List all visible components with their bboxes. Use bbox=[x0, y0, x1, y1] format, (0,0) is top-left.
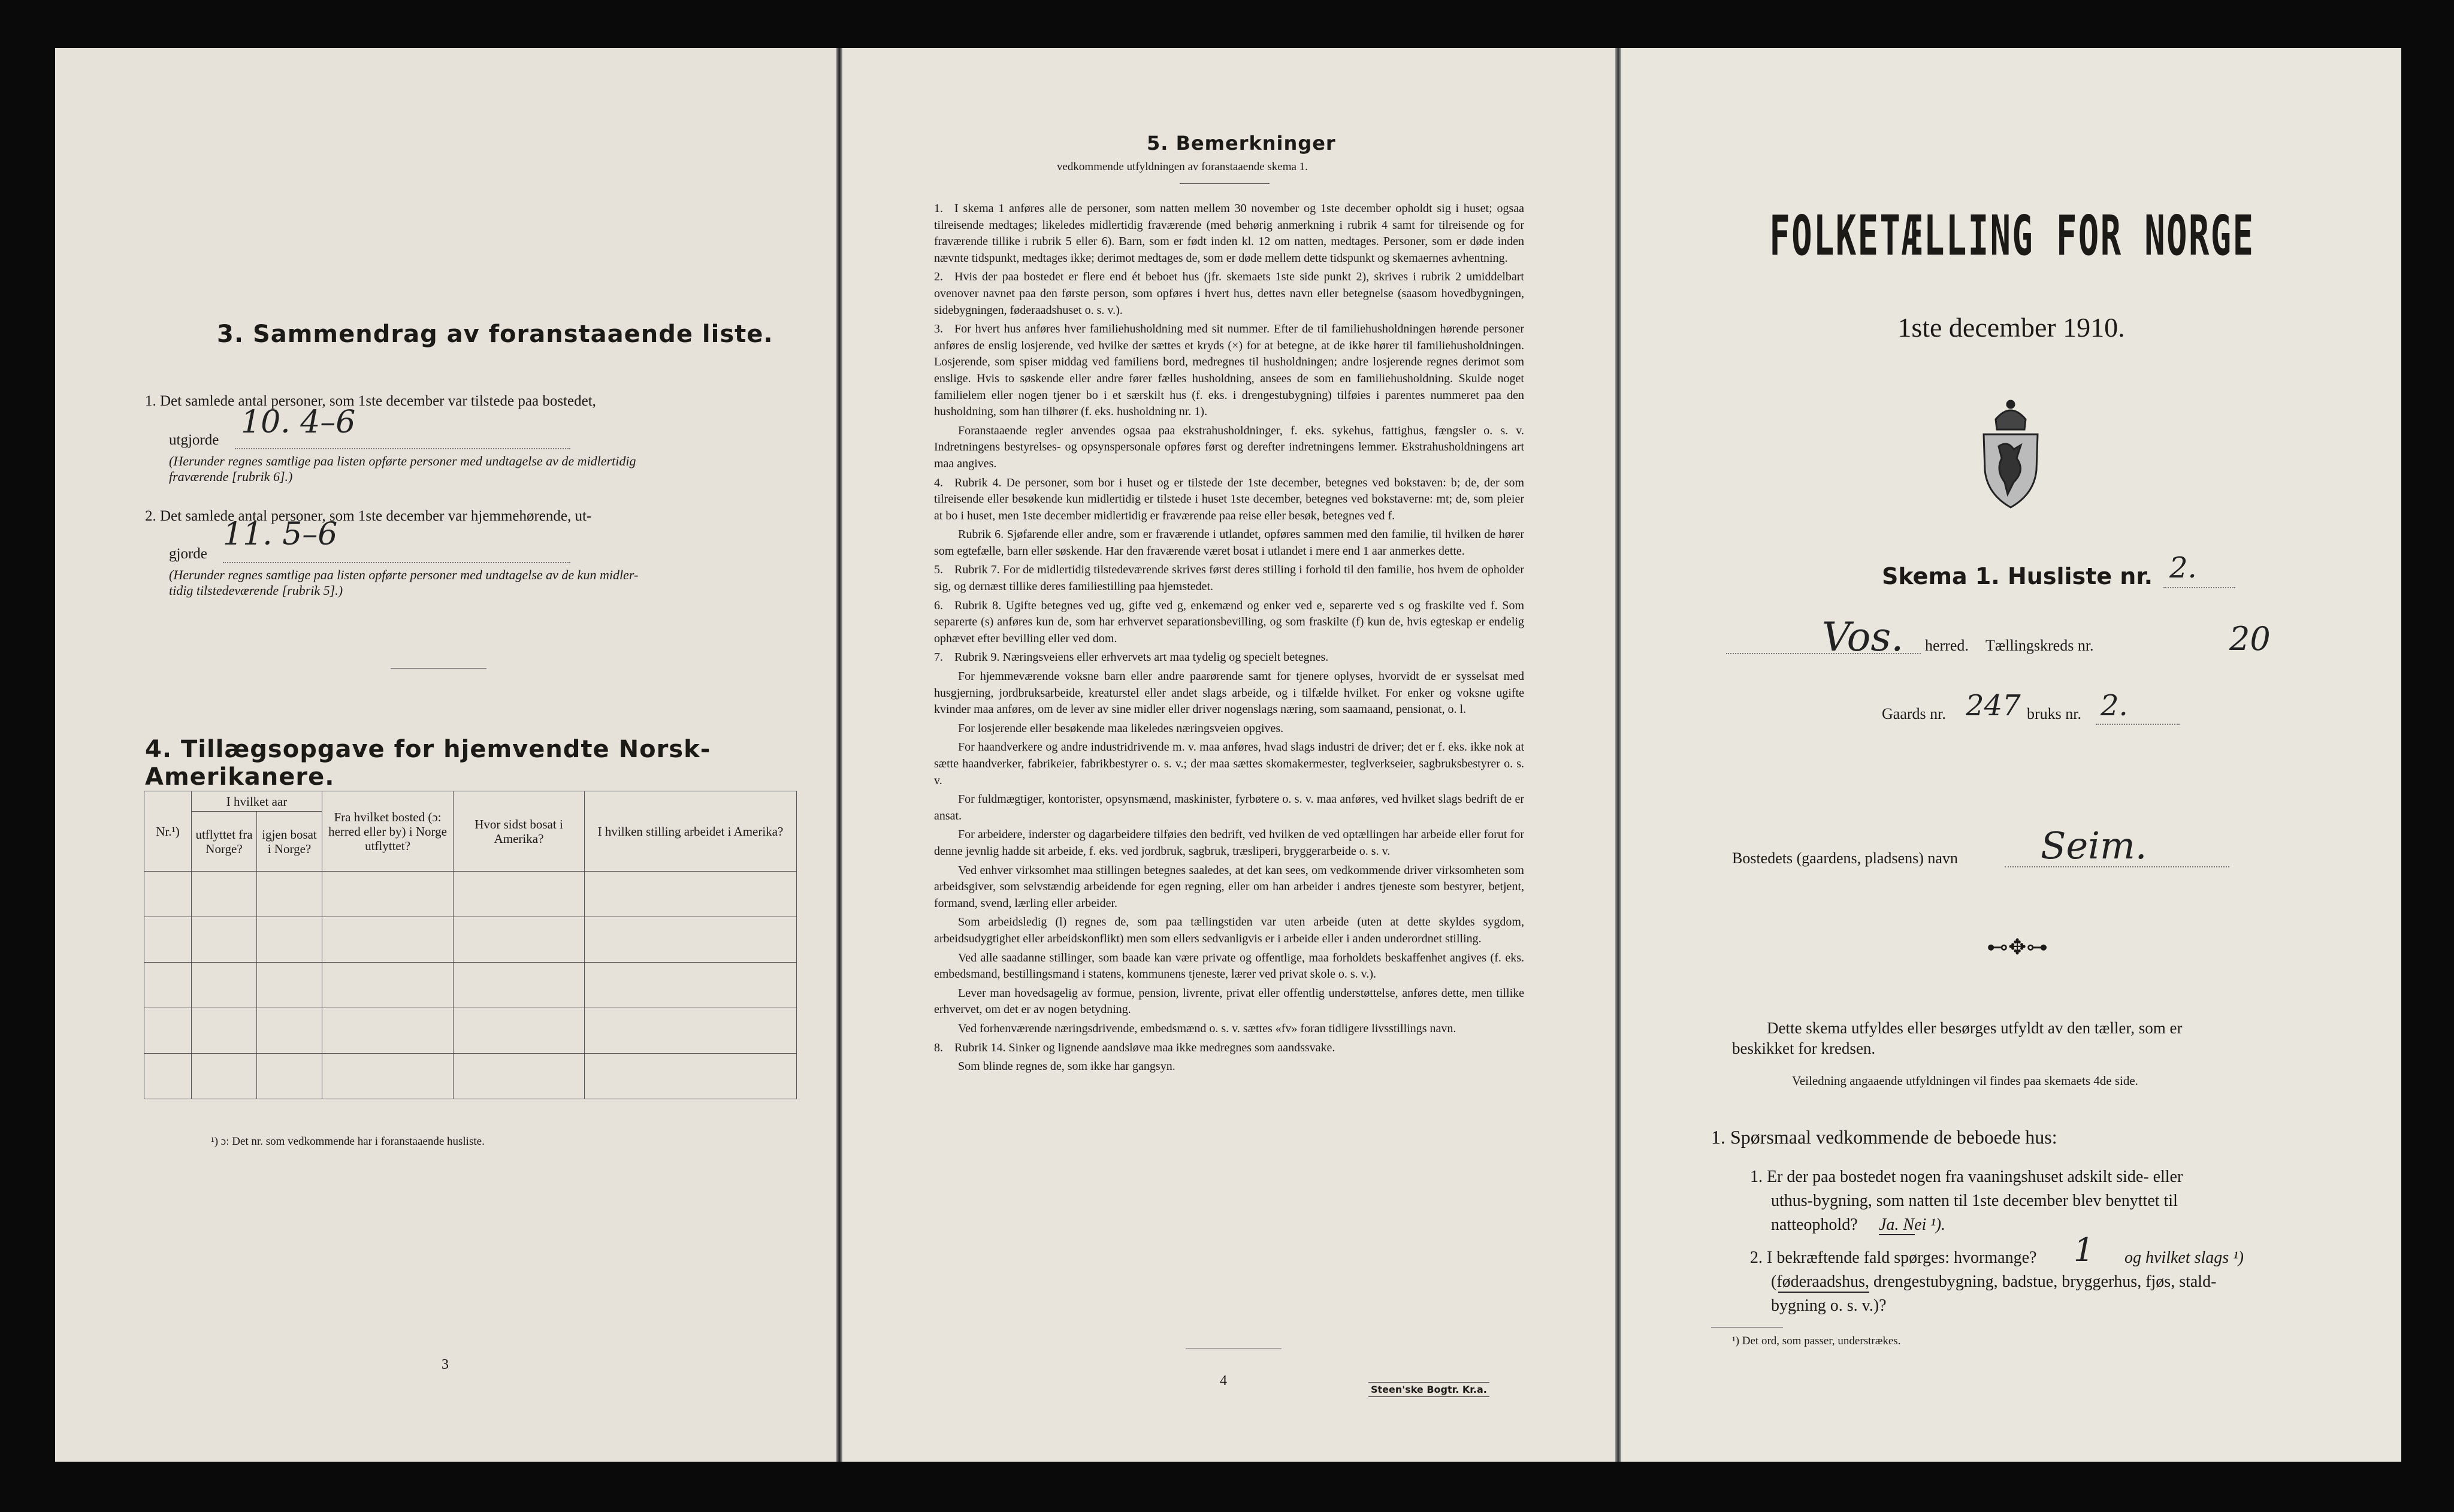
remark-text: Som arbeidsledig (l) regnes de, som paa tællingstiden var uten arbeide (uten at dette skyldes sygdom, arbeidsudygtighet eller arbeidskonflikt) men som ellers sedvanligvis er i arbeide eller i anden underordnet stilling. bbox=[934, 915, 1524, 945]
remark-number: 2. bbox=[934, 270, 943, 284]
bruks-label: bruks nr. bbox=[2027, 705, 2081, 722]
col-returned: igjen bosat i Norge? bbox=[257, 812, 322, 872]
remark-paragraph bbox=[934, 827, 1524, 860]
q2-line-b: og hvilket slags ¹) bbox=[2124, 1248, 2244, 1267]
item1-dotted-line bbox=[235, 448, 570, 449]
remark-paragraph bbox=[934, 721, 1524, 737]
remark-paragraph bbox=[934, 739, 1524, 789]
col-from: Fra hvilket bosted (ɔ: herred eller by) i Norge utflyttet? bbox=[322, 791, 454, 872]
q1-line-a: 1. Er der paa bostedet nogen fra vaaningshuset adskilt side- eller bbox=[1750, 1168, 2183, 1186]
item2-note-b: tidig tilstedeværende [rubrik 5].) bbox=[169, 583, 343, 598]
item1-handwritten-value: 10. 4–6 bbox=[241, 404, 356, 440]
remark-number: 8. bbox=[934, 1041, 943, 1054]
remark-text: Rubrik 6. Sjøfarende eller andre, som er fraværende i utlandet, opføres sammen med den familie, til hvilken de hører som egtefælle, barn eller søskende. Har den fraværende været bosat i utlandet i mere end 1 aar anmerkes dette. bbox=[934, 528, 1524, 558]
page-number: 4 bbox=[1220, 1373, 1227, 1389]
question-heading-text: 1. Spørsmaal vedkommende de beboede hus: bbox=[1711, 1126, 2057, 1148]
remark-paragraph bbox=[934, 863, 1524, 912]
q2-handwritten-count: 1 bbox=[2074, 1231, 2095, 1269]
ornament-divider: ⊷✥⊶ bbox=[1987, 935, 2048, 959]
item1-note-a: (Herunder regnes samtlige paa listen opførte personer med undtagelse av de midlertidig bbox=[169, 453, 636, 468]
fold-shadow bbox=[836, 48, 842, 1462]
left-page bbox=[55, 48, 836, 1462]
divider bbox=[391, 668, 486, 669]
bosted-value: Seim. bbox=[2041, 824, 2147, 867]
remark-text: Foranstaaende regler anvendes ogsaa paa ekstrahusholdninger, f. eks. sykehus, fattighus, fængsler o. s. v. Indretningens bestyrelses- og opsynspersonale opføres først og derefter indretningens lemmer. Ekstrahusholdningens art maa angives. bbox=[934, 424, 1524, 470]
q2-line-a: 2. I bekræftende fald spørges: hvormange? bbox=[1750, 1248, 2037, 1267]
kreds-label: Tællingskreds nr. bbox=[1985, 637, 2094, 654]
remark-text: Ved enhver virksomhet maa stillingen betegnes saaledes, at det kan sees, om vedkommende driver virksomheten som arbeidsgiver, som selvstændig arbeidende for egen regning, eller om han arbeider i andres tjeneste som bestyrer, betjent, formand, svend, lærling eller arbeider. bbox=[934, 863, 1524, 910]
item2-note-a: (Herunder regnes samtlige paa listen opførte personer med undtagelse av de kun midler- bbox=[169, 567, 639, 582]
remark-paragraph bbox=[934, 914, 1524, 947]
col-position: I hvilken stilling arbeidet i Amerika? bbox=[585, 791, 797, 872]
item1-note-b: fraværende [rubrik 6].) bbox=[169, 469, 293, 484]
remark-paragraph bbox=[934, 669, 1524, 718]
q2-line-d: bygning o. s. v.)? bbox=[1771, 1296, 1887, 1315]
norsk-amerikanere-table bbox=[144, 791, 797, 1099]
remark-text: For hjemmeværende voksne barn eller andre paarørende samt for tjenere oplyses, hvorvidt de er sysselsat med husgjerning, jordbruksarbeide, kreaturstel eller andet slags arbeide, og i tilfælde hvilket. For enker og voksne ugifte kvinder maa anføres, om de lever av sine midler eller driver nogenslags næring, som saamaand, pensionat, o. l. bbox=[934, 670, 1524, 716]
remark-text: Rubrik 4. De personer, som bor i huset og er tilstede der 1ste december, betegnes ved bokstaven: b; de, der som tilreisende eller besøkende kun midlertidig er tilstede i huset 1ste december, betegnes ved bokstaverne: mt; de, som pleier at bo i huset, men 1ste december midlertidig er fraværende paa reise eller besøk, betegnes ved f. bbox=[934, 476, 1524, 522]
remark-text: Rubrik 8. Ugifte betegnes ved ug, gifte ved g, enkemænd og enker ved e, separerte ved s og fraskilte ved f. Som separerte (s) anføres kun de, som har erhvervet separationsbevilling, og som fraskilte (f) kun de, hvis egteskap er endelig ophævet efter bevilling eller ved dom. bbox=[934, 598, 1524, 645]
remark-text: For arbeidere, inderster og dagarbeidere tilføies den bedrift, ved hvilken de ved optællingen har arbeide eller forut for denne jevnlig hadde sit arbeide, f. eks. ved jordbruk, sagbruk, træsliperi, bryggerarbeide o. s. v. bbox=[934, 828, 1524, 858]
bruks-value: 2. bbox=[2101, 689, 2128, 722]
item2-label: gjorde bbox=[169, 546, 207, 562]
remark-number: 4. bbox=[934, 476, 943, 489]
bosted-label: Bostedets (gaardens, pladsens) navn bbox=[1732, 849, 1958, 867]
remark-paragraph bbox=[934, 423, 1524, 473]
husliste-dotted-line bbox=[2163, 587, 2235, 588]
remark-paragraph bbox=[934, 1021, 1524, 1038]
remark-text: For haandverkere og andre industridrivende m. v. maa anføres, hvad slags industri de driver; det er f. eks. ikke nok at sætte haandverker, fabrikeier, fabrikbestyrer o. s. v.; der maa sættes skomakermester, teglverkseier, sagbruksbestyrer o. s. v. bbox=[934, 740, 1524, 787]
remark-number: 5. bbox=[934, 563, 943, 577]
remark-text: Rubrik 7. For de midlertidig tilstedeværende skrives først deres stilling i forhold til den familie, hos hvem de opholder sig, og dernæst tillike deres familiestilling paa hjemstedet. bbox=[934, 563, 1524, 594]
table-row bbox=[144, 963, 797, 1008]
remark-paragraph bbox=[934, 649, 1524, 666]
remark-text: Rubrik 9. Næringsveiens eller erhvervets art maa tydelig og specielt betegnes. bbox=[954, 651, 1329, 664]
remark-text: Som blinde regnes de, som ikke har gangsyn. bbox=[958, 1060, 1175, 1073]
printer-mark: Steen'ske Bogtr. Kr.a. bbox=[1368, 1382, 1489, 1397]
divider bbox=[1180, 183, 1270, 184]
q1-answer: Ja. Nei ¹). bbox=[1879, 1215, 1946, 1234]
remark-text: Lever man hovedsagelig av formue, pension, livrente, privat eller offentlig understøttelse, anføres dette, men tillike erhvervet, om det er av nogen betydning. bbox=[934, 986, 1524, 1017]
remark-text: For fuldmægtiger, kontorister, opsynsmænd, maskinister, fyrbøtere o. s. v. maa anføres, ved hvilket slags bedrift de er ansat. bbox=[934, 793, 1524, 822]
remark-paragraph bbox=[934, 950, 1524, 983]
remarks-title: 5. Bemerkninger bbox=[1147, 132, 1336, 155]
remark-number: 6. bbox=[934, 598, 943, 612]
fold-shadow bbox=[1615, 48, 1621, 1462]
remark-text: Ved alle saadanne stillinger, som baade kan være private og offentlige, maa forholdets beskaffenhet angives (f. eks. embedsmand, bestillingsmand i statens, kommunens tjeneste, lærer ved privat skole o. s. v.). bbox=[934, 951, 1524, 981]
item2-text: 2. Det samlede antal personer, som 1ste december var hjemmehørende, ut- bbox=[145, 508, 592, 524]
instruction-text-a: Dette skema utfyldes eller besørges utfyldt av den tæller, som er bbox=[1767, 1019, 2183, 1037]
remark-text: Hvis der paa bostedet er flere end ét beboet hus (jfr. skemaets 1ste side punkt 2), skrives i rubrik 2 umiddelbart ovenover navnet paa den første person, som opføres i hvert hus, dettes navn eller betegnelse (saasom hovedbygningen, sidebygningen, føderaadshuset o. s. v.). bbox=[934, 270, 1524, 317]
instruction-note: Veiledning angaaende utfyldningen vil findes paa skemaets 4de side. bbox=[1792, 1073, 2138, 1088]
q1-answer-underline bbox=[1879, 1234, 1915, 1235]
q1-line-b: uthus-bygning, som natten til 1ste december blev benyttet til bbox=[1771, 1192, 2178, 1210]
remark-number: 3. bbox=[934, 322, 943, 336]
gaards-value: 247 bbox=[1966, 689, 2021, 722]
col-year-group: I hvilket aar bbox=[192, 791, 322, 812]
remark-paragraph bbox=[934, 1040, 1524, 1057]
section4-footnote: ¹) ɔ: Det nr. som vedkommende har i foranstaaende husliste. bbox=[211, 1135, 485, 1148]
bosted-dotted-line bbox=[2005, 866, 2229, 867]
table-row bbox=[144, 1054, 797, 1099]
remark-text: For losjerende eller besøkende maa likeledes næringsveien opgives. bbox=[958, 721, 1284, 735]
remark-text: Rubrik 14. Sinker og lignende aandsløve maa ikke medregnes som aandssvake. bbox=[954, 1041, 1335, 1054]
item2-dotted-line bbox=[223, 562, 570, 563]
q2-underline bbox=[1778, 1292, 1869, 1293]
page-number: 3 bbox=[442, 1357, 449, 1372]
section4-title: 4. Tillægsopgave for hjemvendte Norsk-Amerikanere. bbox=[145, 736, 711, 791]
footnote: ¹) Det ord, som passer, understrækes. bbox=[1732, 1335, 1901, 1347]
skema-label: Skema 1. Husliste nr. bbox=[1882, 563, 2153, 589]
q1-line-c: natteophold? bbox=[1771, 1215, 1858, 1234]
question-heading bbox=[1711, 1126, 2057, 1148]
remark-paragraph bbox=[934, 269, 1524, 319]
gaards-label: Gaards nr. bbox=[1882, 705, 1946, 722]
remark-paragraph bbox=[934, 985, 1524, 1018]
coat-of-arms-icon bbox=[1972, 392, 2050, 512]
item2-handwritten-value: 11. 5–6 bbox=[223, 516, 338, 552]
husliste-nr-value: 2. bbox=[2169, 551, 2197, 585]
remark-paragraph bbox=[934, 475, 1524, 525]
census-title: FOLKETÆLLING FOR NORGE bbox=[1769, 204, 2255, 268]
remark-number: 1. bbox=[934, 202, 943, 215]
remark-paragraph bbox=[934, 321, 1524, 421]
item1-label: utgjorde bbox=[169, 432, 219, 448]
remark-paragraph bbox=[934, 527, 1524, 560]
remark-text: For hvert hus anføres hver familiehusholdning med sit nummer. Efter de til familiehusholdningen hørende personer anføres de enslig losjerende, ved hvilke der sættes et kryds (×) for at betegne, at de ikke hører til familiehusholdningen. Losjerende, som spiser middag ved familiens bord, medregnes til husholdningen; andre losjerende regnes derimot som enslige. Hvis to søskende eller andre fører fælles husholdning, ansees de som en familiehusholdning. Skulde noget familielem eller nogen tjener bo i et særskilt hus (f. eks. i drengestubygning) tilføies i parentes nummeret paa den husholdning, som han tilhører (f. eks. husholdning nr. 1). bbox=[934, 322, 1524, 419]
right-page bbox=[1621, 48, 2401, 1462]
table-row bbox=[144, 917, 797, 963]
remark-paragraph bbox=[934, 791, 1524, 824]
col-last: Hvor sidst bosat i Amerika? bbox=[454, 791, 585, 872]
middle-page bbox=[841, 48, 1615, 1462]
instruction-text-b: beskikket for kredsen. bbox=[1732, 1039, 1876, 1057]
remark-number: 7. bbox=[934, 651, 943, 664]
kreds-value: 20 bbox=[2229, 620, 2271, 658]
herred-value: Vos. bbox=[1822, 614, 1904, 660]
remark-text: Ved forhenværende næringsdrivende, embedsmænd o. s. v. sættes «fv» foran tidligere livsstillings navn. bbox=[958, 1021, 1456, 1035]
remark-paragraph bbox=[934, 562, 1524, 595]
census-date: 1ste december 1910. bbox=[1897, 312, 2125, 343]
remark-text: I skema 1 anføres alle de personer, som natten mellem 30 november og 1ste december opholdt sig i huset; ogsaa tilreisende medtages; likeledes midlertidig fraværende (med behørig anmerkning i rubrik 4 samt for tilreisende og for fraværende tillike i rubrik 5 eller 6). Barn, som er født inden kl. 12 om natten, medtages. Personer, som er døde inden nævnte tidspunkt, medtages ikke; derimot medtages de, som er døde mellem dette tidspunkt og skemaernes avhentning. bbox=[934, 202, 1524, 265]
herred-label: herred. bbox=[1925, 637, 1969, 654]
table-row bbox=[144, 1008, 797, 1054]
remark-paragraph bbox=[934, 598, 1524, 648]
table-row bbox=[144, 872, 797, 917]
section3-title: 3. Sammendrag av foranstaaende liste. bbox=[217, 320, 773, 348]
remarks-body bbox=[934, 201, 1524, 1078]
remarks-subtitle: vedkommende utfyldningen av foranstaaende skema 1. bbox=[1057, 161, 1308, 173]
q2-line-c: (føderaadshus, drengestubygning, badstue, bryggerhus, fjøs, stald- bbox=[1771, 1272, 2217, 1291]
item1-text: 1. Det samlede antal personer, som 1ste december var tilstede paa bostedet, bbox=[145, 393, 596, 409]
col-emigrated: utflyttet fra Norge? bbox=[192, 812, 257, 872]
remark-paragraph bbox=[934, 1059, 1524, 1075]
col-nr: Nr.¹) bbox=[144, 791, 192, 872]
bruks-dotted-line bbox=[2096, 724, 2180, 725]
remark-paragraph bbox=[934, 201, 1524, 267]
